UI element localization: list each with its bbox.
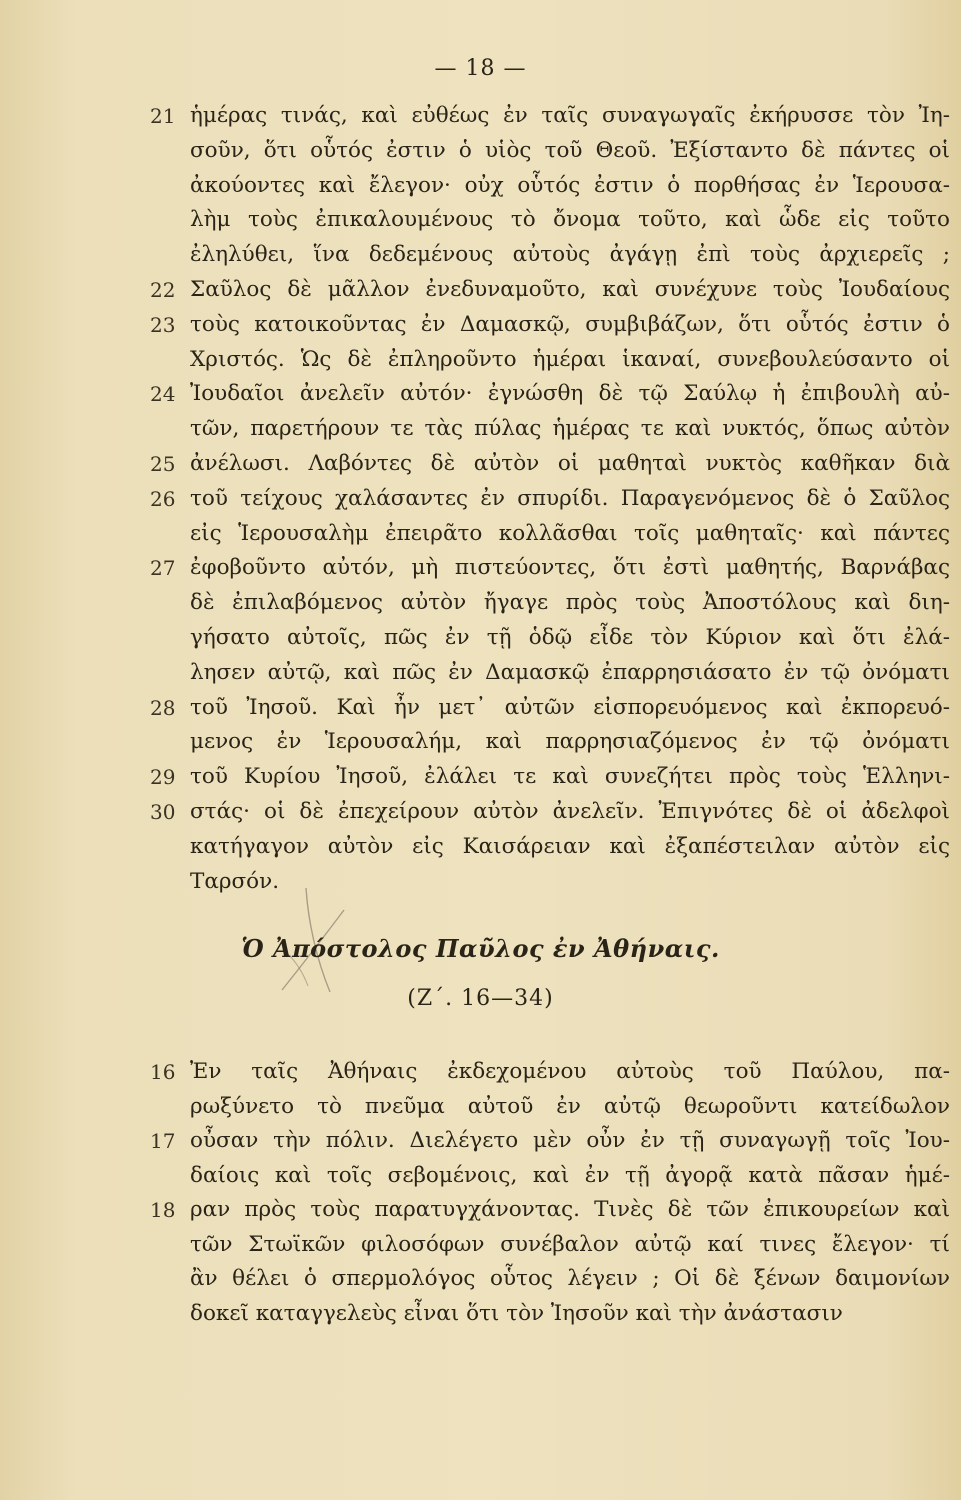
verse-number: 26: [150, 486, 176, 511]
text-line: [0, 1054, 961, 1090]
line-text: Ἰουδαῖοι ἀνελεῖν αὐτόν· ἐγνώσθη δὲ τῷ Σαύλῳ ἡ ἐπιβουλὴ αὐ-: [190, 381, 950, 407]
line-text: ραν πρὸς τοὺς παρατυγχάνοντας. Τινὲς δὲ τῶν ἐπικουρείων καὶ: [190, 1197, 950, 1222]
verse-number: 16: [150, 1060, 176, 1084]
line-text: τῶν, παρετήρουν τε τὰς πύλας ἡμέρας τε καὶ νυκτός, ὅπως αὐτὸν: [190, 416, 950, 442]
line-text: τῶν Στωϊκῶν φιλοσόφων συνέβαλον αὐτῷ καί τινες ἔλεγον· τί: [190, 1231, 950, 1257]
line-text: ἡμέρας τινάς, καὶ εὐθέως ἐν ταῖς συναγωγαῖς ἐκήρυσσε τὸν Ἰη-: [190, 103, 950, 128]
line-text: μενος ἐν Ἱερουσαλήμ, καὶ παρρησιαζόμενος ἐν τῷ ὀνόματι: [190, 729, 950, 755]
text-line: [0, 1192, 961, 1228]
text-line: [0, 759, 961, 795]
line-text: τοῦ Κυρίου Ἰησοῦ, ἐλάλει τε καὶ συνεζήτει πρὸς τοὺς Ἑλληνι-: [190, 764, 950, 790]
line-text: σοῦν, ὅτι οὗτός ἐστιν ὁ υἱὸς τοῦ Θεοῦ. Ἐξίσταντο δὲ πάντες οἱ: [190, 137, 950, 163]
line-text: ρωξύνετο τὸ πνεῦμα αὐτοῦ ἐν αὐτῷ θεωροῦντι κατείδωλον: [190, 1093, 950, 1119]
line-text: δοκεῖ καταγγελεὺς εἶναι ὅτι τὸν Ἰησοῦν καὶ τὴν ἀνάστασιν: [190, 1300, 843, 1326]
text-line: [0, 724, 961, 760]
line-text: Χριστός. Ὡς δὲ ἐπληροῦντο ἡμέραι ἱκαναί, συνεβουλεύσαντο οἱ: [190, 346, 950, 372]
line-text: τοῦ Ἰησοῦ. Καὶ ἦν μετ᾽ αὐτῶν εἰσπορευόμενος καὶ ἐκπορευό-: [190, 694, 950, 720]
line-text: στάς· οἱ δὲ ἐπεχείρουν αὐτὸν ἀνελεῖν. Ἐπιγνότες δὲ οἱ ἀδελφοὶ: [190, 799, 950, 824]
section-reference: (Ζ΄. 16—34): [407, 986, 554, 1011]
verse-number: 18: [150, 1198, 176, 1222]
line-text: λὴμ τοὺς ἐπικαλουμένους τὸ ὄνομα τοῦτο, καὶ ὧδε εἰς τοῦτο: [190, 207, 950, 233]
text-line: [0, 272, 961, 308]
verse-number: 22: [150, 278, 176, 302]
line-text: εἰς Ἱερουσαλὴμ ἐπειρᾶτο κολλᾶσθαι τοῖς μαθηταῖς· καὶ πάντες: [190, 520, 950, 546]
text-line: [0, 829, 961, 865]
text-line: [0, 550, 961, 586]
line-text: τοῦ τείχους χαλάσαντες ἐν σπυρίδι. Παραγενόμενος δὲ ὁ Σαῦλος: [190, 485, 950, 511]
text-line: [0, 446, 961, 482]
text-line: [0, 516, 961, 552]
line-text: δὲ ἐπιλαβόμενος αὐτὸν ἤγαγε πρὸς τοὺς Ἀποστόλους καὶ διη-: [190, 590, 950, 616]
text-line: [0, 411, 961, 447]
text-line: [0, 1158, 961, 1194]
line-text: οὖσαν τὴν πόλιν. Διελέγετο μὲν οὖν ἐν τῇ συναγωγῇ τοῖς Ἰου-: [190, 1128, 950, 1153]
line-text: ἂν θέλει ὁ σπερμολόγος οὗτος λέγειν ; Οἱ δὲ ξένων δαιμονίων: [190, 1266, 950, 1291]
verse-number: 25: [150, 452, 176, 476]
verse-number: 24: [150, 382, 176, 407]
text-line: [0, 655, 961, 691]
text-line: [0, 1261, 961, 1297]
text-line: [0, 376, 961, 412]
verse-number: 23: [150, 312, 176, 337]
line-text: κατήγαγον αὐτὸν εἰς Καισάρειαν καὶ ἐξαπέστειλαν αὐτὸν εἰς: [190, 833, 950, 859]
text-line: [0, 1089, 961, 1125]
text-line: [0, 1227, 961, 1263]
text-line: [0, 1123, 961, 1159]
text-line: [0, 1296, 961, 1332]
verse-number: 28: [150, 695, 176, 720]
text-line: [0, 481, 961, 517]
line-text: Σαῦλος δὲ μᾶλλον ἐνεδυναμοῦτο, καὶ συνέχυνε τοὺς Ἰουδαίους: [190, 277, 950, 302]
verse-number: 29: [150, 765, 176, 790]
text-line: [0, 168, 961, 204]
line-text: γήσατο αὐτοῖς, πῶς ἐν τῇ ὁδῷ εἶδε τὸν Κύριον καὶ ὅτι ἐλά-: [190, 625, 950, 650]
line-text: Ταρσόν.: [190, 868, 280, 894]
verse-number: 30: [150, 800, 176, 824]
line-text: τοὺς κατοικοῦντας ἐν Δαμασκῷ, συμβιβάζων, ὅτι οὗτός ἐστιν ὁ: [190, 311, 950, 337]
text-line: [0, 237, 961, 273]
text-line: [0, 620, 961, 656]
line-text: ἀκούοντες καὶ ἔλεγον· οὐχ οὗτός ἐστιν ὁ πορθήσας ἐν Ἱερουσα-: [190, 172, 950, 198]
text-line: [0, 342, 961, 378]
line-text: ἐφοβοῦντο αὐτόν, μὴ πιστεύοντες, ὅτι ἐστὶ μαθητής, Βαρνάβας: [190, 555, 950, 581]
line-text: ἐληλύθει, ἵνα δεδεμένους αὐτοὺς ἀγάγῃ ἐπὶ τοὺς ἀρχιερεῖς ;: [190, 242, 950, 268]
text-line: [0, 585, 961, 621]
line-text: Ἐν ταῖς Ἀθήναις ἐκδεχομένου αὐτοὺς τοῦ Παύλου, πα-: [190, 1059, 950, 1084]
line-text: δαίοις καὶ τοῖς σεβομένοις, καὶ ἐν τῇ ἀγορᾷ κατὰ πᾶσαν ἡμέ-: [190, 1162, 950, 1188]
page-number: — 18 —: [434, 56, 527, 81]
verse-number: 21: [150, 104, 176, 128]
verse-number: 27: [150, 556, 176, 581]
text-line: [0, 794, 961, 830]
text-line: [0, 202, 961, 238]
verse-number: 17: [150, 1129, 176, 1153]
section-heading: Ὁ Ἀπόστολος Παῦλος ἐν Ἀθήναις.: [241, 934, 720, 963]
line-text: ἀνέλωσι. Λαβόντες δὲ αὐτὸν οἱ μαθηταὶ νυκτὸς καθῆκαν διὰ: [190, 451, 950, 476]
text-line: [0, 133, 961, 169]
text-line: [0, 864, 961, 900]
text-line: [0, 98, 961, 134]
text-line: [0, 690, 961, 726]
text-line: [0, 307, 961, 343]
line-text: λησεν αὐτῷ, καὶ πῶς ἐν Δαμασκῷ ἐπαρρησιάσατο ἐν τῷ ὀνόματι: [190, 659, 950, 685]
